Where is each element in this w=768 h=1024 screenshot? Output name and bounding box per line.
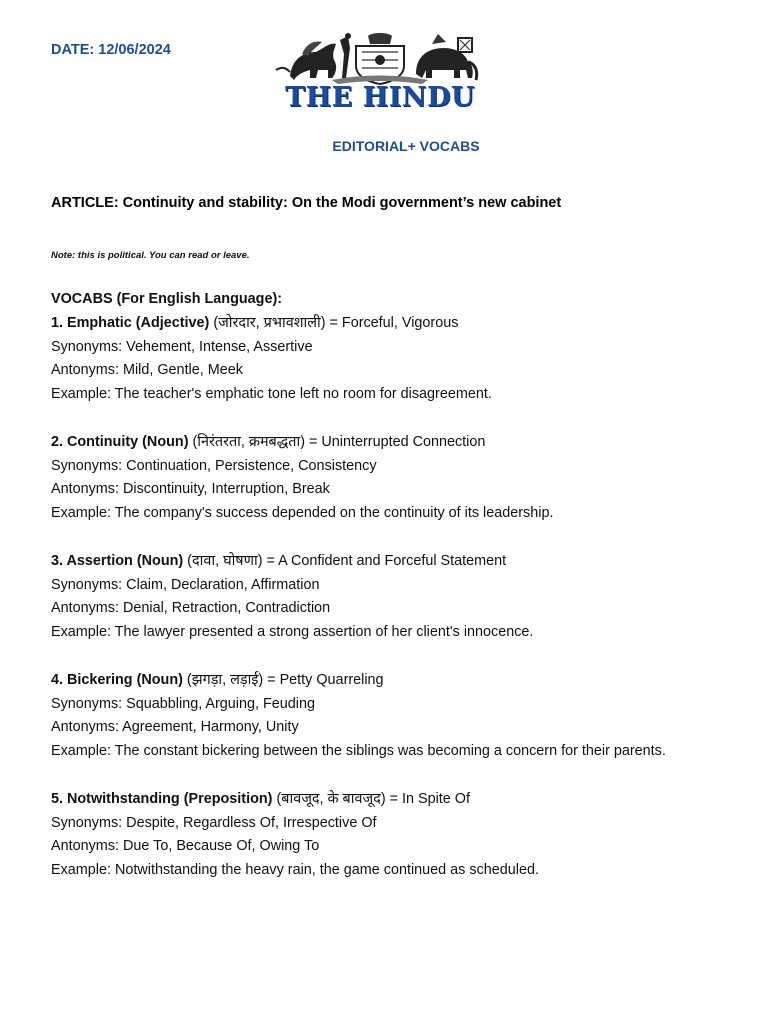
vocab-meaning: (निरंतरता, क्रमबद्धता) = Uninterrupted Connection <box>188 433 486 450</box>
vocab-synonyms: Synonyms: Squabbling, Arguing, Feuding <box>51 695 315 712</box>
vocab-example: Example: The teacher's emphatic tone left no room for disagreement. <box>51 386 492 403</box>
article-title: ARTICLE: Continuity and stability: On the Modi government’s new cabinet <box>51 195 562 211</box>
vocab-antonyms: Antonyms: Due To, Because Of, Owing To <box>51 838 320 855</box>
vocab-meaning: (दावा, घोषणा) = A Confident and Forceful Statement <box>183 552 507 569</box>
vocab-entry <box>51 550 671 645</box>
vocab-heading: VOCABS (For English Language): <box>51 291 283 307</box>
vocab-meaning: (बावजूद, के बावजूद) = In Spite Of <box>272 790 471 807</box>
vocab-antonyms: Antonyms: Denial, Retraction, Contradiction <box>51 600 331 617</box>
vocab-antonyms: Antonyms: Agreement, Harmony, Unity <box>51 719 299 736</box>
vocab-synonyms: Synonyms: Claim, Declaration, Affirmation <box>51 576 320 593</box>
vocab-entry <box>51 669 671 764</box>
vocab-term: 3. Assertion (Noun) <box>51 552 184 569</box>
article-note: Note: this is political. You can read or leave. <box>51 250 250 261</box>
vocab-synonyms: Synonyms: Vehement, Intense, Assertive <box>51 338 313 355</box>
newspaper-masthead <box>272 30 488 114</box>
vocab-term-line <box>51 669 671 693</box>
vocab-example: Example: The company's success depended on the continuity of its leadership. <box>51 505 554 522</box>
vocab-term: 5. Notwithstanding (Preposition) <box>51 790 273 807</box>
vocab-antonyms: Antonyms: Discontinuity, Interruption, Break <box>51 481 330 498</box>
vocab-meaning: (जोरदार, प्रभावशाली) = Forceful, Vigorous <box>209 314 459 331</box>
vocab-section <box>51 288 671 907</box>
masthead-title: THE HINDU <box>285 82 475 113</box>
vocab-term-line <box>51 550 671 574</box>
vocab-synonyms: Synonyms: Despite, Regardless Of, Irrespective Of <box>51 814 377 831</box>
vocab-term: 2. Continuity (Noun) <box>51 433 189 450</box>
masthead-emblem-icon <box>272 30 488 86</box>
vocab-term: 1. Emphatic (Adjective) <box>51 314 210 331</box>
vocab-example: Example: The constant bickering between the siblings was becoming a concern for their parents. <box>51 743 666 760</box>
vocab-term-line <box>51 312 671 336</box>
page-subheading: EDITORIAL+ VOCABS <box>332 138 480 154</box>
vocab-entry <box>51 788 671 883</box>
vocab-term: 4. Bickering (Noun) <box>51 671 183 688</box>
vocab-synonyms: Synonyms: Continuation, Persistence, Consistency <box>51 457 377 474</box>
vocab-entry <box>51 312 671 407</box>
document-date: DATE: 12/06/2024 <box>51 42 171 58</box>
vocab-antonyms: Antonyms: Mild, Gentle, Meek <box>51 362 243 379</box>
vocab-example: Example: The lawyer presented a strong assertion of her client's innocence. <box>51 624 534 641</box>
vocab-term-line <box>51 788 671 812</box>
vocab-entry <box>51 431 671 526</box>
vocab-meaning: (झगड़ा, लड़ाई) = Petty Quarreling <box>182 671 384 688</box>
vocab-example: Example: Notwithstanding the heavy rain, the game continued as scheduled. <box>51 862 539 879</box>
vocab-term-line <box>51 431 671 455</box>
